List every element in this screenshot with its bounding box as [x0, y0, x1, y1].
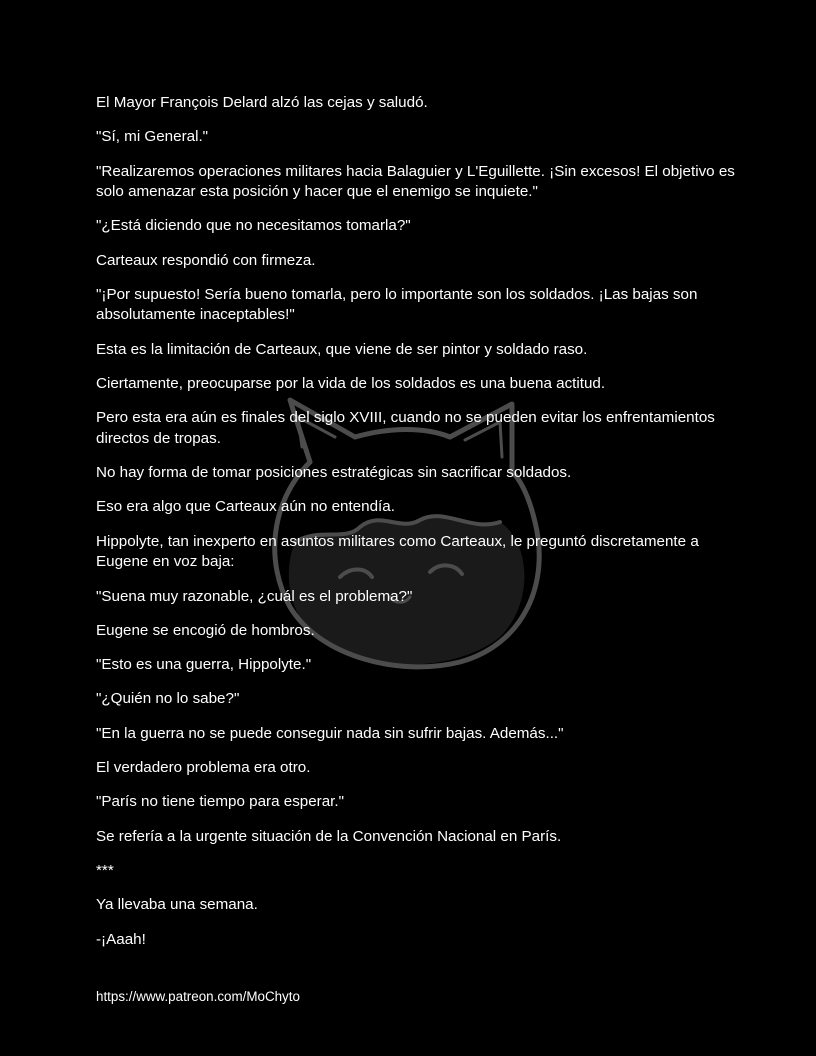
paragraph: "Esto es una guerra, Hippolyte.": [96, 656, 312, 674]
paragraph: El Mayor François Delard alzó las cejas y saludó.: [96, 94, 428, 111]
paragraph: "¿Quién no lo sabe?": [96, 690, 240, 708]
paragraph: "En la guerra no se puede conseguir nada sin sufrir bajas. Además...": [96, 724, 564, 742]
paragraph: Ciertamente, preocuparse por la vida de los soldados es una buena actitud.: [96, 375, 606, 393]
paragraph: Carteaux respondió con firmeza.: [96, 251, 316, 269]
paragraph: Esta es la limitación de Carteaux, que viene de ser pintor y soldado raso.: [96, 340, 588, 358]
paragraph: -¡Aaah!: [96, 930, 146, 948]
paragraph: No hay forma de tomar posiciones estratégicas sin sacrificar soldados.: [96, 464, 572, 482]
document-body: [96, 93, 736, 964]
paragraph: Pero esta era aún es finales del siglo XVIII, cuando no se pueden evitar los enfrentamientos directos de tropas.: [96, 409, 715, 447]
paragraph: "¿Está diciendo que no necesitamos tomarla?": [96, 217, 411, 235]
paragraph: El verdadero problema era otro.: [96, 759, 311, 777]
paragraph: "¡Por supuesto! Sería bueno tomarla, pero lo importante son los soldados. ¡Las bajas son absolutamente inaceptables!": [96, 285, 698, 324]
paragraph: "Suena muy razonable, ¿cuál es el problema?": [96, 587, 413, 605]
paragraph: "Realizaremos operaciones militares hacia Balaguier y L'Eguillette. ¡Sin excesos! El objetivo es solo amenazar esta posición y hacer que el enemigo se inquiete.": [96, 162, 735, 201]
paragraph: Eugene se encogió de hombros.: [96, 621, 315, 639]
paragraph: Se refería a la urgente situación de la Convención Nacional en París.: [96, 827, 562, 845]
paragraph: Hippolyte, tan inexperto en asuntos militares como Carteaux, le preguntó discretamente a Eugene en voz baja:: [96, 532, 699, 571]
paragraph: Eso era algo que Carteaux aún no entendía.: [96, 498, 395, 516]
paragraph: "París no tiene tiempo para esperar.": [96, 793, 345, 811]
scene-break: ***: [96, 861, 114, 879]
patreon-link[interactable]: https://www.patreon.com/MoChyto: [96, 989, 300, 1004]
paragraph: Ya llevaba una semana.: [96, 896, 258, 914]
paragraph: "Sí, mi General.": [96, 128, 209, 146]
